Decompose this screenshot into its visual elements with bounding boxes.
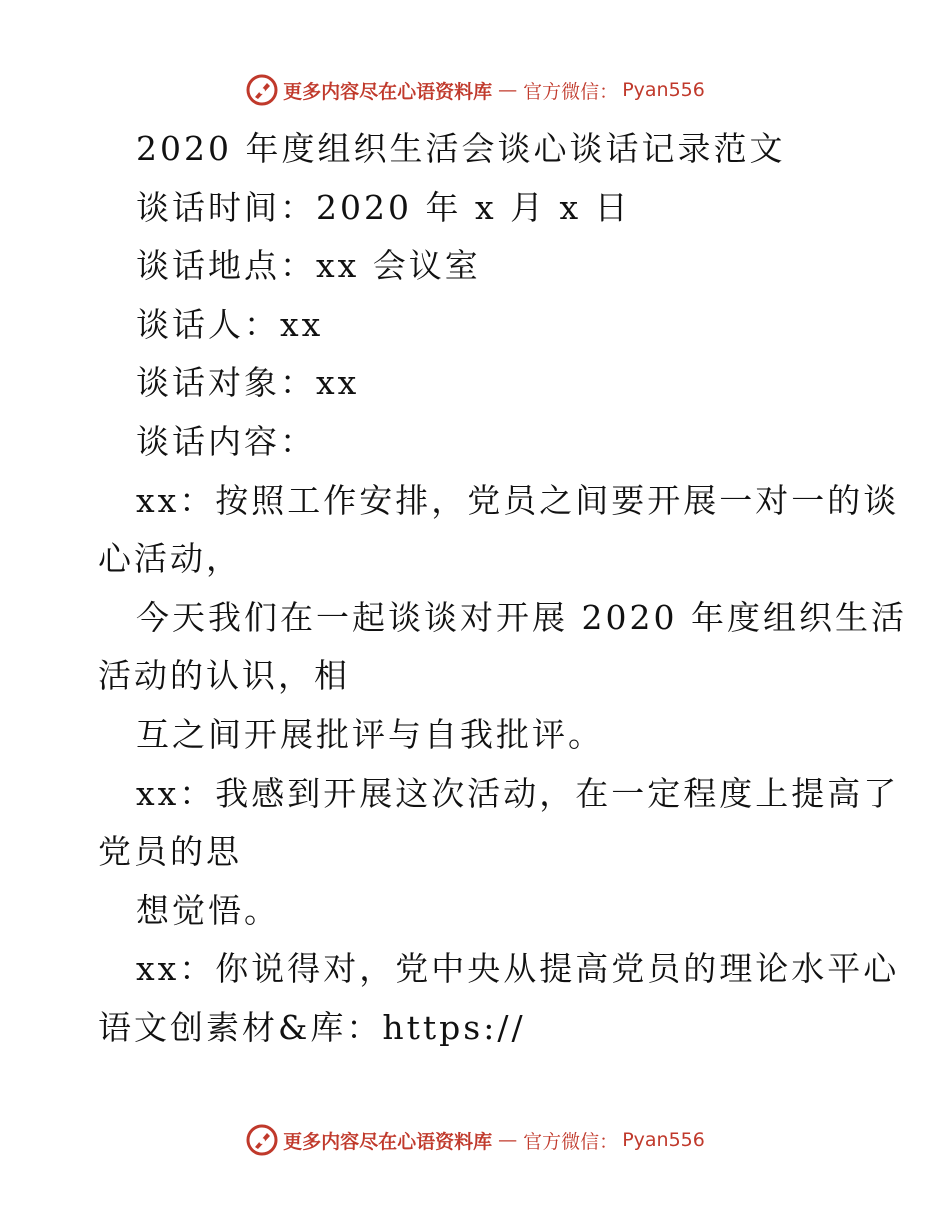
wechat-id: Pyan556 [622, 79, 705, 101]
paragraph-line: 活动的认识，相 [98, 656, 350, 696]
banner-title: 更多内容尽在心语资料库 [283, 80, 493, 103]
wechat-id: Pyan556 [622, 1129, 705, 1151]
document-body [98, 120, 907, 1058]
paragraph-line: xx：我感到开展这次活动，在一定程度上提高了 [136, 773, 900, 813]
paragraph-line: xx：按照工作安排，党员之间要开展一对一的谈 [136, 480, 900, 520]
banner-title: 更多内容尽在心语资料库 [283, 1130, 493, 1153]
paragraph-line: 语文创素材&库：https:// [98, 1007, 526, 1047]
paragraph-line: 心活动， [98, 539, 242, 579]
header-banner [0, 70, 950, 110]
talker: 谈话人：xx [136, 304, 324, 344]
quill-seal-icon [245, 1123, 279, 1157]
wechat-label: 官方微信： [523, 1130, 619, 1153]
banner-dash: — [498, 79, 518, 101]
paragraph-line: 今天我们在一起谈谈对开展 2020 年度组织生活 [136, 597, 907, 637]
document-title: 2020 年度组织生活会谈心谈话记录范文 [136, 129, 786, 168]
footer-banner [0, 1120, 950, 1160]
banner-dash: — [498, 1129, 518, 1151]
talk-location: 谈话地点：xx 会议室 [136, 246, 481, 286]
paragraph-line: xx：你说得对，党中央从提高党员的理论水平心 [136, 949, 900, 989]
paragraph-line: 想觉悟。 [136, 890, 280, 930]
talk-content-label: 谈话内容： [136, 421, 316, 461]
paragraph-line: 党员的思 [98, 832, 242, 872]
talk-target: 谈话对象：xx [136, 363, 360, 403]
quill-seal-icon [245, 73, 279, 107]
wechat-label: 官方微信： [523, 80, 619, 103]
paragraph-line: 互之间开展批评与自我批评。 [136, 714, 604, 754]
talk-time: 谈话时间：2020 年 x 月 x 日 [136, 187, 631, 227]
